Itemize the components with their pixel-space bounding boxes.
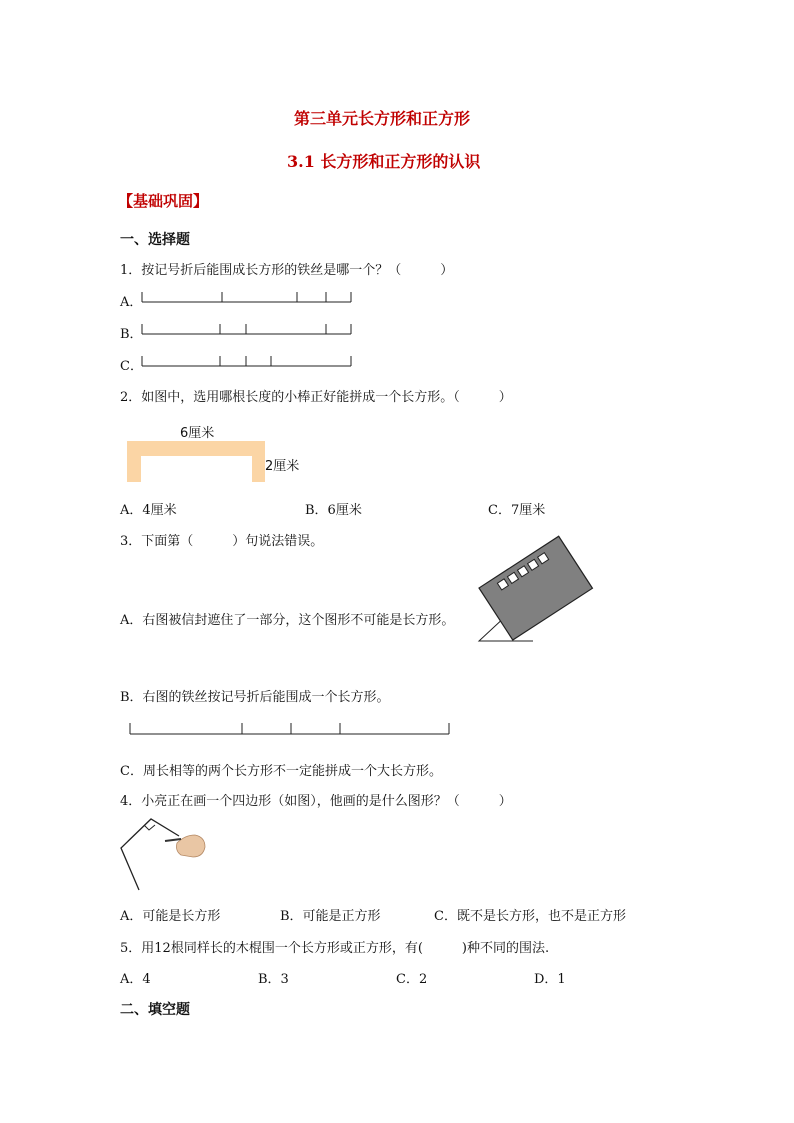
q4-option-a: A．可能是长方形 bbox=[120, 909, 221, 924]
q1-option-a: A． bbox=[120, 295, 143, 310]
q5-option-c: C．2 bbox=[396, 972, 428, 987]
q1-stem: 1．按记号折后能围成长方形的铁丝是哪一个？（ ） bbox=[120, 263, 454, 278]
q3-envelope-figure bbox=[475, 555, 590, 645]
q2-option-b: B．6厘米 bbox=[305, 503, 362, 518]
q5-stem: 5．用12根同样长的木棍围一个长方形或正方形，有( )种不同的围法. bbox=[120, 941, 550, 956]
q2-top-length-label: 6厘米 bbox=[180, 426, 215, 441]
section-basic: 【基础巩固】 bbox=[118, 192, 209, 210]
hand-icon bbox=[165, 835, 205, 857]
q3-option-c: C．周长相等的两个长方形不一定能拼成一个大长方形。 bbox=[120, 764, 442, 779]
q1-option-c: C． bbox=[120, 359, 143, 374]
q4-option-c: C．既不是长方形，也不是正方形 bbox=[434, 909, 626, 924]
q3-stem: 3．下面第（ ）句说法错误。 bbox=[120, 534, 324, 549]
q2-option-a: A．4厘米 bbox=[120, 503, 177, 518]
part1-heading: 一、选择题 bbox=[120, 232, 190, 248]
q4-stem: 4．小亮正在画一个四边形（如图），他画的是什么图形？（ ） bbox=[120, 794, 512, 809]
q1-option-b: B． bbox=[120, 327, 143, 342]
q1-wire-a bbox=[140, 290, 355, 306]
q4-option-b: B．可能是正方形 bbox=[280, 909, 381, 924]
q4-drawing-figure bbox=[115, 815, 210, 893]
q5-option-a: A．4 bbox=[120, 972, 151, 987]
part2-heading: 二、填空题 bbox=[120, 1002, 190, 1018]
q2-side-length-label: 2厘米 bbox=[265, 459, 300, 474]
q1-wire-b bbox=[140, 322, 355, 338]
q3-option-a: A．右图被信封遮住了一部分，这个图形不可能是长方形。 bbox=[120, 613, 455, 628]
q5-option-d: D．1 bbox=[534, 972, 566, 987]
q2-stick-figure bbox=[127, 441, 267, 483]
page-subtitle: 3.1 长方形和正方形的认识 bbox=[287, 152, 481, 171]
q3-wire bbox=[128, 721, 453, 737]
page-title: 第三单元长方形和正方形 bbox=[294, 109, 471, 128]
q3-option-b: B．右图的铁丝按记号折后能围成一个长方形。 bbox=[120, 690, 390, 705]
q1-wire-c bbox=[140, 354, 355, 370]
q2-option-c: C．7厘米 bbox=[488, 503, 546, 518]
q2-stem: 2．如图中，选用哪根长度的小棒正好能拼成一个长方形。（ ） bbox=[120, 390, 512, 405]
q5-option-b: B．3 bbox=[258, 972, 289, 987]
